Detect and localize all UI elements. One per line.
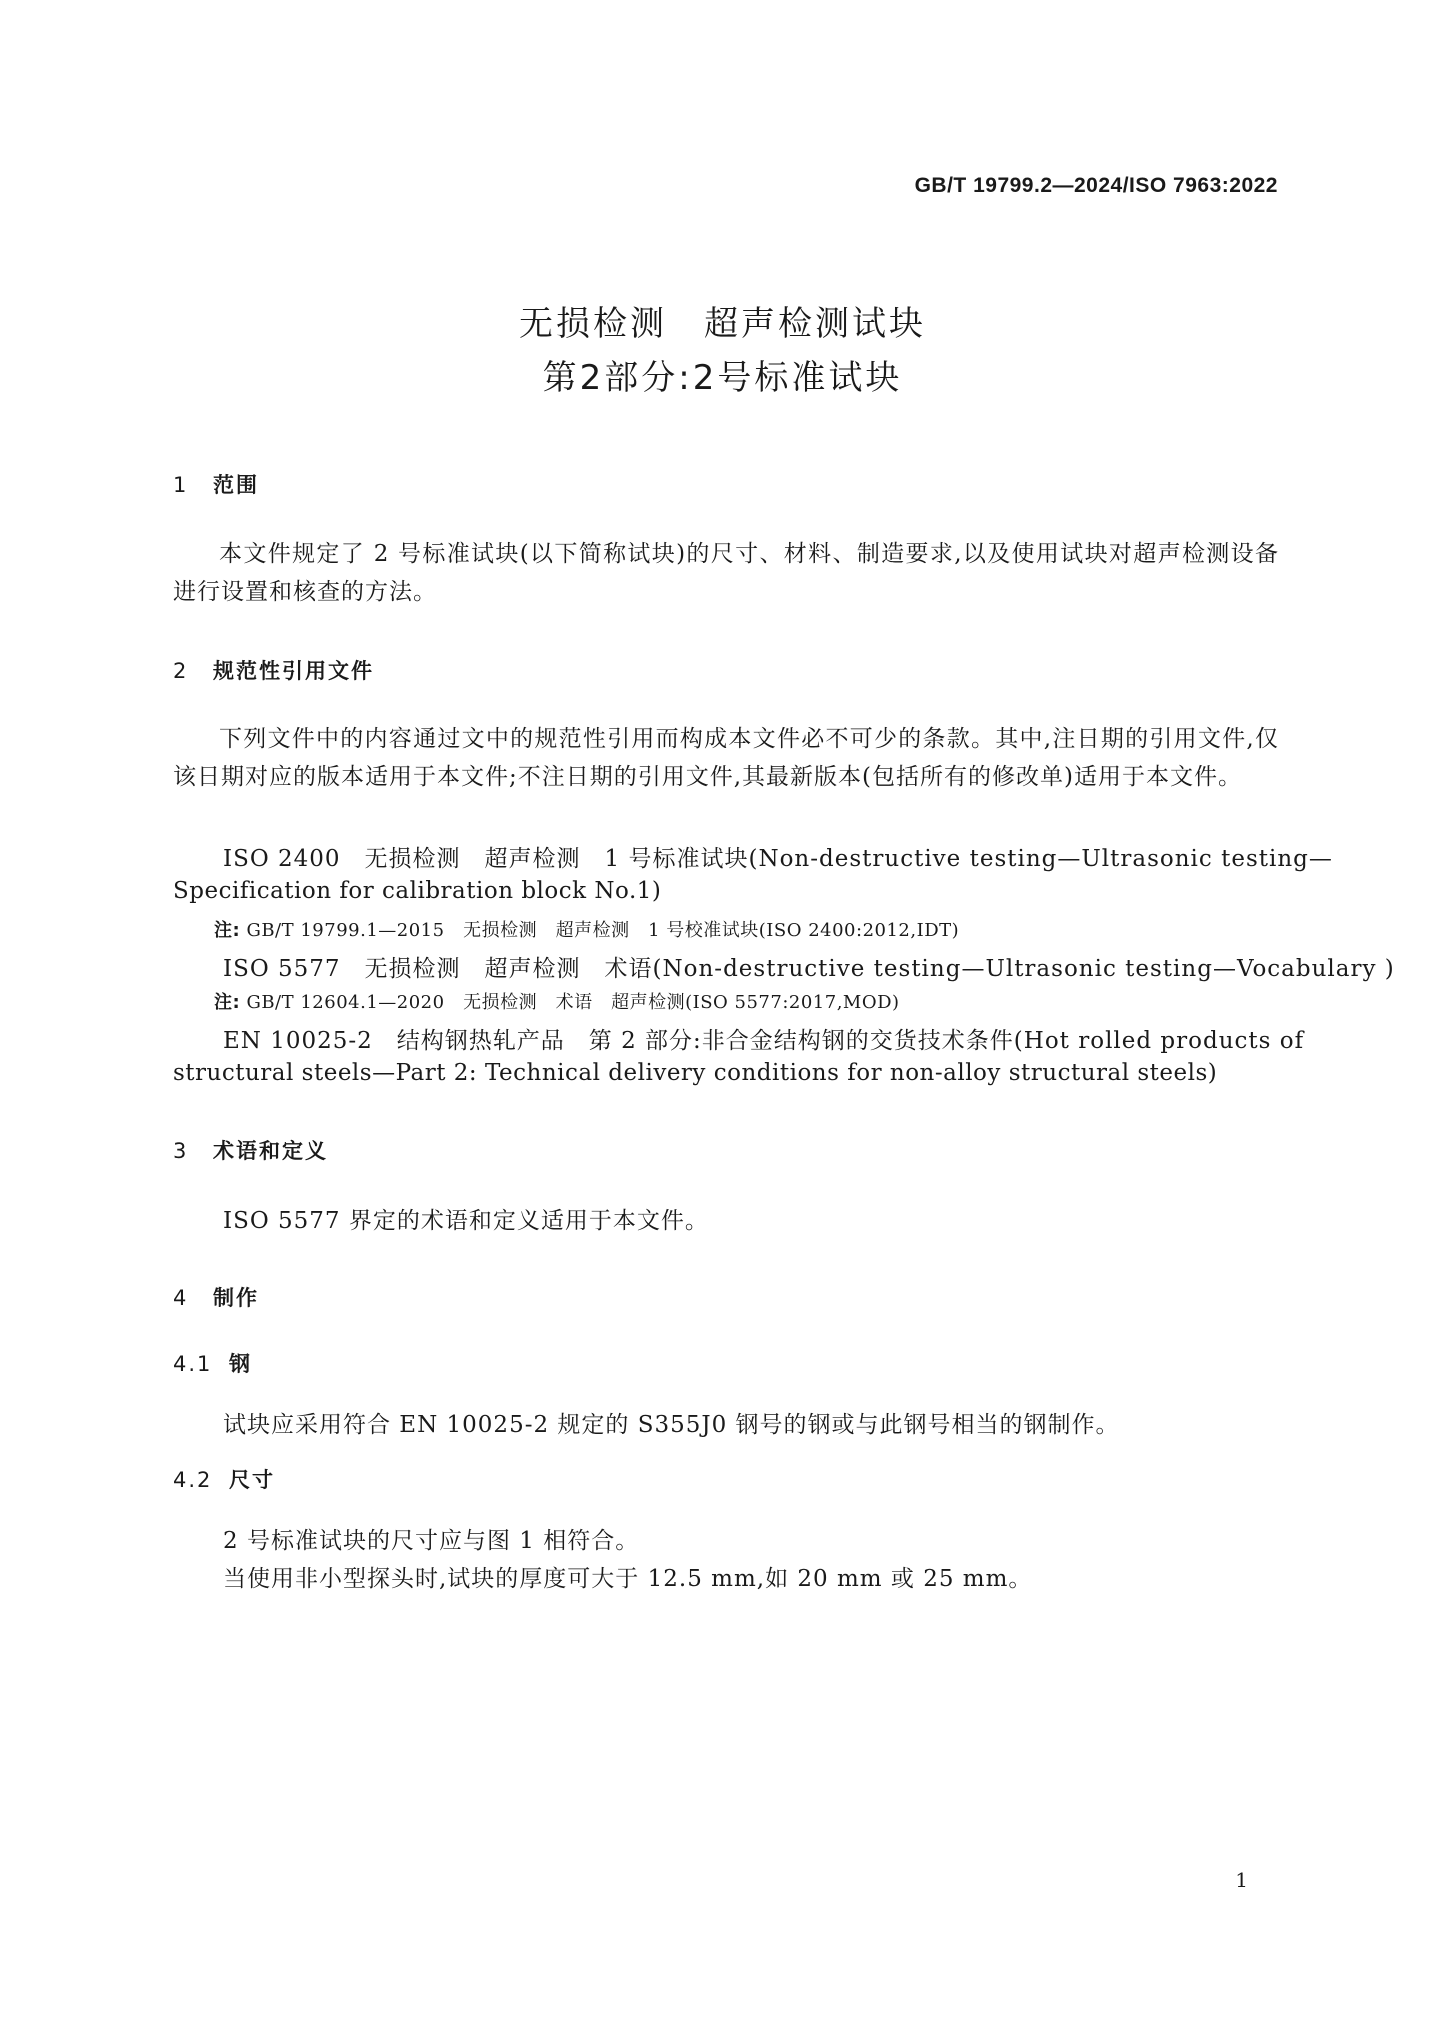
section-3-heading <box>173 1135 328 1165</box>
page-number: 1 <box>1235 1868 1248 1892</box>
section-number: 1 <box>173 473 189 497</box>
reference-note-2 <box>214 988 900 1014</box>
section-4-2-paragraph-2: 当使用非小型探头时,试块的厚度可大于 12.5 mm,如 20 mm 或 25 mm。 <box>223 1566 1033 1592</box>
section-1-heading <box>173 469 259 499</box>
section-title: 钢 <box>229 1352 252 1376</box>
note-text: GB/T 19799.1—2015 无损检测 超声检测 1 号校准试块(ISO 2400:2012,IDT) <box>246 920 960 941</box>
section-2-heading <box>173 655 374 685</box>
section-4-1-paragraph: 试块应采用符合 EN 10025-2 规定的 S355J0 钢号的钢或与此钢号相当的钢制作。 <box>223 1412 1120 1438</box>
section-number: 4.1 <box>173 1352 213 1376</box>
document-title-line1: 无损检测 超声检测试块 <box>519 304 926 344</box>
reference-iso-2400-line1: ISO 2400 无损检测 超声检测 1 号标准试块(Non-destructive testing—Ultrasonic testing— <box>223 846 1333 872</box>
section-4-2-paragraph-1: 2 号标准试块的尺寸应与图 1 相符合。 <box>223 1528 640 1554</box>
section-number: 2 <box>173 659 189 683</box>
standard-id: GB/T 19799.2—2024/ISO 7963:2022 <box>914 174 1278 197</box>
document-title-line2: 第2部分:2号标准试块 <box>542 358 903 398</box>
reference-en-10025-2-line1: EN 10025-2 结构钢热轧产品 第 2 部分:非合金结构钢的交货技术条件(Hot rolled products of <box>223 1028 1305 1054</box>
section-title: 制作 <box>213 1286 259 1310</box>
section-title: 术语和定义 <box>213 1139 328 1163</box>
note-label: 注: <box>214 920 241 941</box>
section-number: 3 <box>173 1139 189 1163</box>
reference-note-1 <box>214 916 959 942</box>
section-title: 规范性引用文件 <box>213 659 374 683</box>
section-4-2-heading <box>173 1464 275 1494</box>
section-3-paragraph: ISO 5577 界定的术语和定义适用于本文件。 <box>223 1208 709 1234</box>
reference-en-10025-2-line2: structural steels—Part 2: Technical delivery conditions for non-alloy structural steels) <box>173 1060 1218 1086</box>
note-label: 注: <box>214 992 241 1013</box>
section-title: 尺寸 <box>229 1468 275 1492</box>
section-2-paragraph: 下列文件中的内容通过文中的规范性引用而构成本文件必不可少的条款。其中,注日期的引用文件,仅该日期对应的版本适用于本文件;不注日期的引用文件,其最新版本(包括所有的修改单)适用于本文件。 <box>173 726 1279 790</box>
section-4-heading <box>173 1282 259 1312</box>
section-title: 范围 <box>213 473 259 497</box>
section-number: 4 <box>173 1286 189 1310</box>
note-text: GB/T 12604.1—2020 无损检测 术语 超声检测(ISO 5577:2017,MOD) <box>246 992 900 1013</box>
reference-iso-2400-line2: Specification for calibration block No.1) <box>173 878 662 904</box>
section-number: 4.2 <box>173 1468 213 1492</box>
section-1-paragraph: 本文件规定了 2 号标准试块(以下简称试块)的尺寸、材料、制造要求,以及使用试块对超声检测设备进行设置和核查的方法。 <box>173 541 1279 605</box>
section-4-1-heading <box>173 1348 252 1378</box>
reference-iso-5577: ISO 5577 无损检测 超声检测 术语(Non-destructive testing—Ultrasonic testing—Vocabulary ) <box>223 956 1395 982</box>
